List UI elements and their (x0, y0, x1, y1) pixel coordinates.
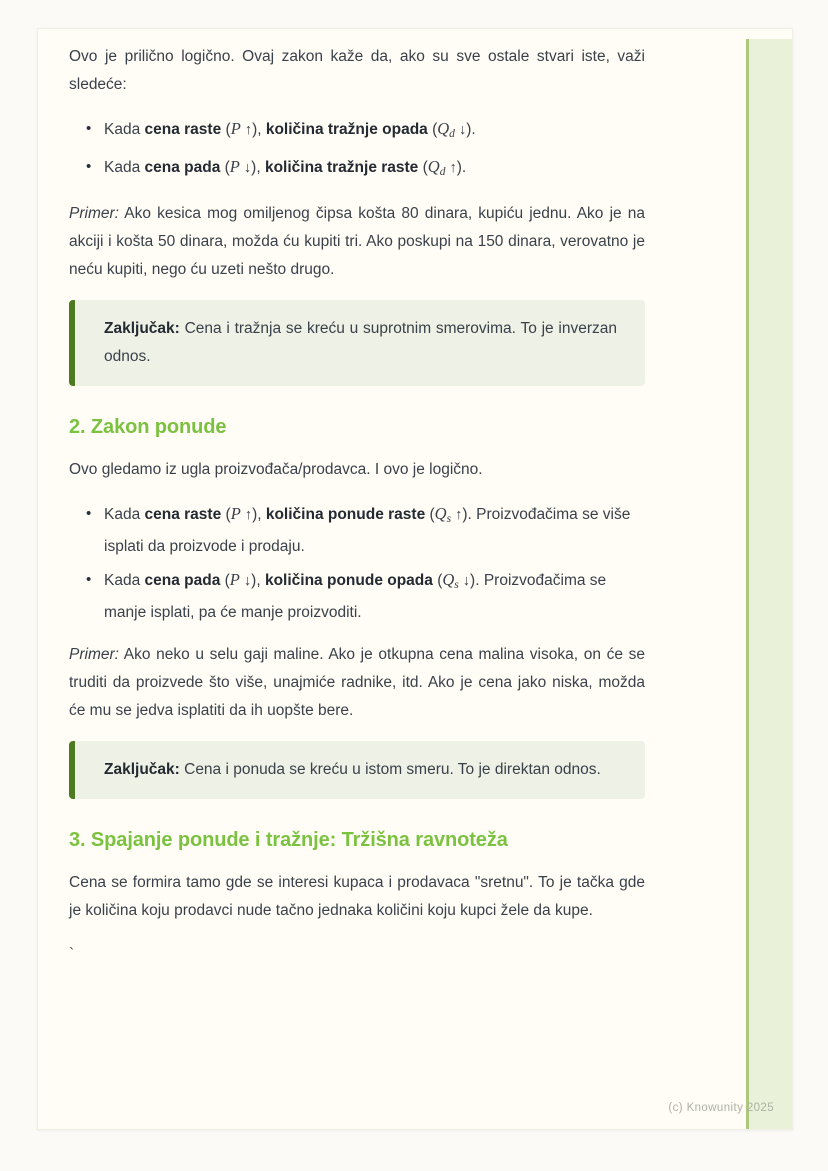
intro-paragraph: Ovo je prilično logično. Ovaj zakon kaže da, ako su sve ostale stvari iste, važi sledeće: (69, 48, 645, 93)
conclusion-text-demand: Zaključak: Cena i tražnja se kreću u suprotnim smerovima. To je inverzan odnos. (104, 320, 617, 365)
example-paragraph-demand: Primer: Ako kesica mog omiljenog čipsa košta 80 dinara, kupiću jednu. Ako je na akciji i košta 50 dinara, možda ću kupiti tri. Ako poskupi na 150 dinara, verovatno je neću kupiti, nego ću uzeti nešto drugo. (69, 205, 645, 278)
document-page (37, 28, 793, 1130)
stray-backtick-character: ` (69, 946, 75, 963)
page-accent-strip (746, 39, 792, 1129)
section-heading-equilibrium: 3. Spajanje ponude i tražnje: Tržišna ravnoteža (69, 829, 508, 851)
page-content (69, 43, 645, 969)
list-item-demand-price-up: • Kada cena raste (P ↑), količina tražnje opada (Qd ↓). (69, 115, 645, 148)
list-item-supply-price-up: • Kada cena raste (P ↑), količina ponude raste (Qs ↑). Proizvođačima se više isplati da proizvode i prodaju. (69, 500, 645, 561)
copyright-footer: (c) Knowunity 2025 (668, 1102, 774, 1114)
list-item-supply-price-down: • Kada cena pada (P ↓), količina ponude opada (Qs ↓). Proizvođačima se manje isplati, pa će manje proizvoditi. (69, 566, 645, 627)
list-item-demand-price-down: • Kada cena pada (P ↓), količina tražnje raste (Qd ↑). (69, 153, 645, 186)
supply-intro-paragraph: Ovo gledamo iz ugla proizvođača/prodavca. I ovo je logično. (69, 461, 483, 478)
example-paragraph-supply: Primer: Ako neko u selu gaji maline. Ako je otkupna cena malina visoka, on će se truditi da proizvede što više, unajmiće radnike, itd. Ako je cena jako niska, možda će mu se jedva isplatiti da ih uopšte bere. (69, 646, 645, 719)
demand-bullet-list (69, 115, 645, 186)
supply-bullet-list (69, 500, 645, 627)
conclusion-text-supply: Zaključak: Cena i ponuda se kreću u istom smeru. To je direktan odnos. (104, 761, 601, 778)
conclusion-callout-supply (69, 741, 645, 799)
conclusion-callout-demand (69, 300, 645, 386)
section-heading-supply-law: 2. Zakon ponude (69, 416, 227, 438)
equilibrium-paragraph: Cena se formira tamo gde se interesi kupaca i prodavaca "sretnu". To je tačka gde je količina koju prodavci nude tačno jednaka količini koju kupci žele da kupe. (69, 874, 645, 919)
